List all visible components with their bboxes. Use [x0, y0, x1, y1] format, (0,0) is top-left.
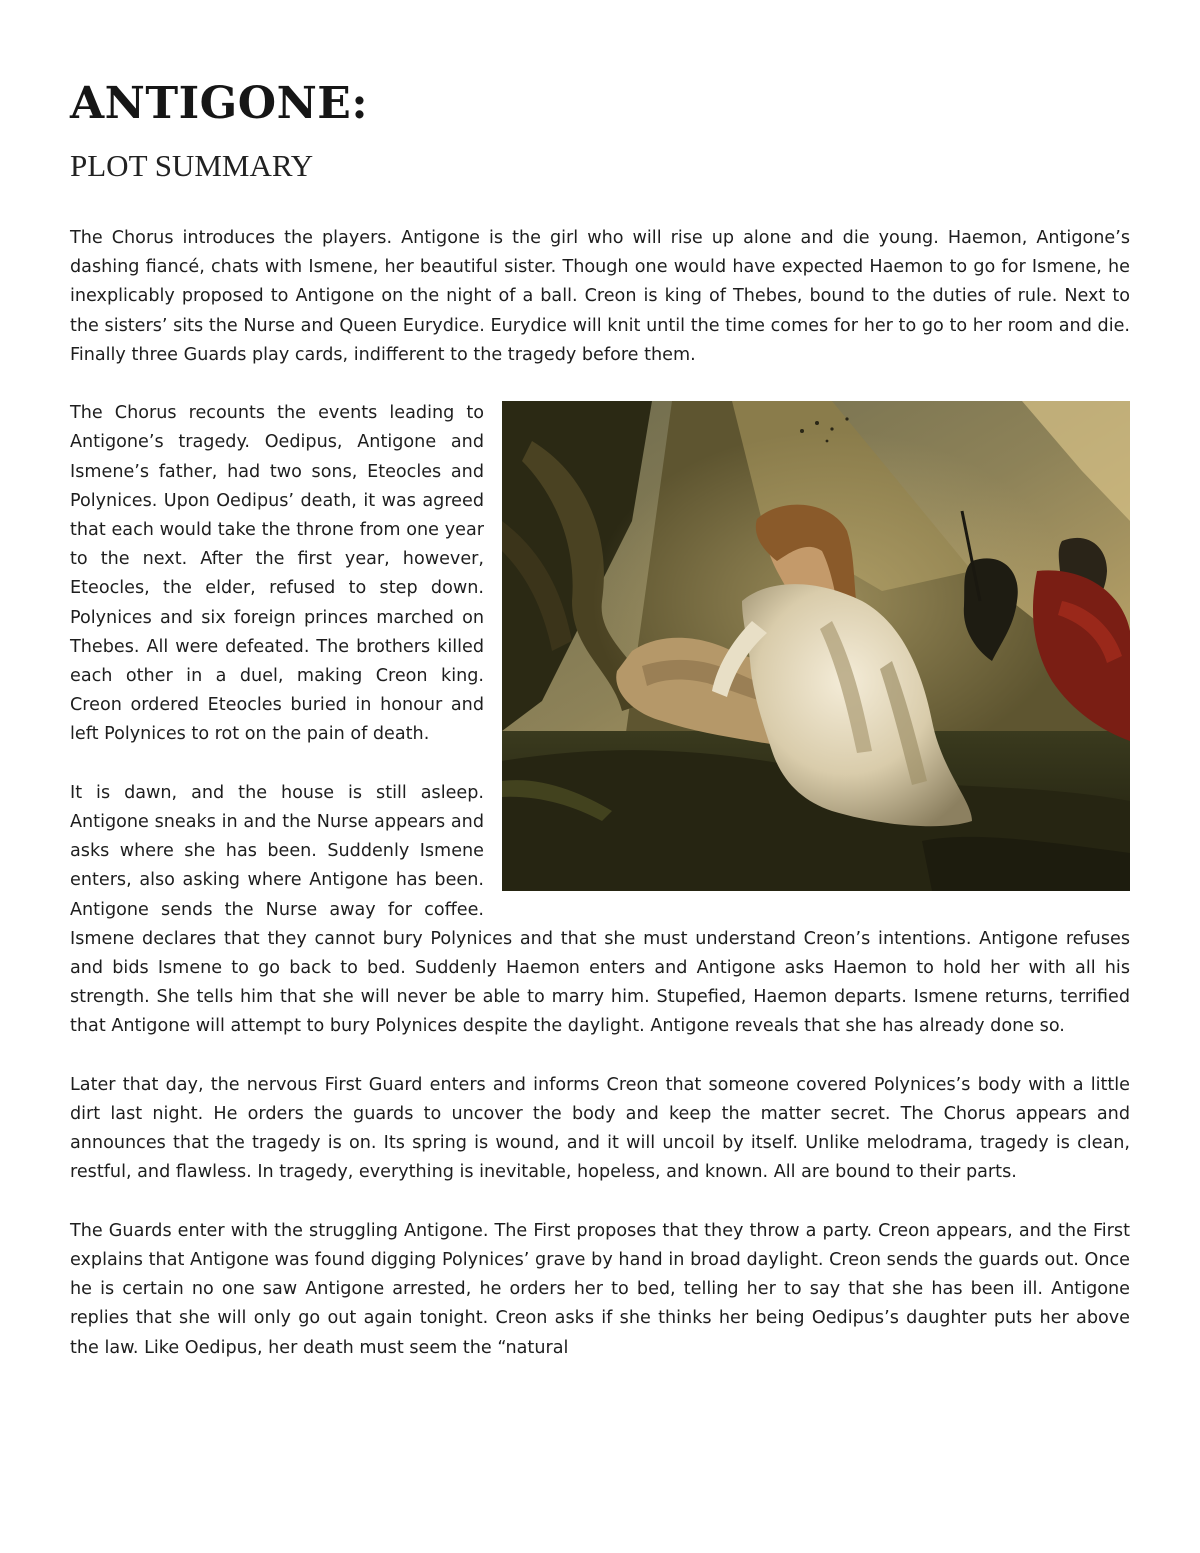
document-subtitle: PLOT SUMMARY [70, 148, 314, 183]
paragraph-intro: The Chorus introduces the players. Antigone is the girl who will rise up alone and die young. Haemon, Antigone’s dashing fiancé, chats with Ismene, her beautiful sister. Though one would have expected Haemon to go for Ismene, he inexplicably proposed to Antigone on the night of a ball. Creon is king of Thebes, bound to the duties of rule. Next to the sisters’ sits the Nurse and Queen Eurydice. Eurydice will knit until the time comes for her to go to her room and die. Finally three Guards play cards, indifferent to the tragedy before them. [70, 228, 1130, 365]
paragraph-guards-enter: The Guards enter with the struggling Antigone. The First proposes that they throw a party. Creon appears, and the First explains that Antigone was found digging Polynices’ grave by hand in broad daylight. Creon sends the guards out. Once he is certain no one saw Antigone arrested, he orders her to bed, telling her to say that she has been ill. Antigone replies that she will only go out again tonight. Creon asks if she thinks her being Oedipus’s daughter puts her above the law. Like Oedipus, her death must seem the “natural [70, 1220, 1130, 1358]
paragraph-dawn: It is dawn, and the house is still asleep. Antigone sneaks in and the Nurse appears and asks where she has been. Suddenly Ismene enters, also asking where Antigone has been. Antigone sends the Nurse away for coffee. Ismene declares that they cannot bury Polynices and that she must understand Creon’s intentions. Antigone refuses and bids Ismene to go back to bed. Suddenly Haemon enters and Antigone asks Haemon to hold her with all his strength. She tells him that she will never be able to marry him. Stupefied, Haemon departs. Ismene returns, terrified that Antigone will attempt to bury Polynices despite the daylight. Antigone reveals that she has already done so. [70, 782, 1130, 1037]
antigone-painting-image [502, 401, 1130, 891]
document-body [70, 224, 1130, 1392]
paragraph-backstory: The Chorus recounts the events leading to Antigone’s tragedy. Oedipus, Antigone and Ismene’s father, had two sons, Eteocles and Polynices. Upon Oedipus’ death, it was agreed that each would take the throne from one year to the next. After the first year, however, Eteocles, the elder, refused to step down. Polynices and six foreign princes marched on Thebes. All were defeated. The brothers killed each other in a duel, making Creon king. Creon ordered Eteocles buried in honour and left Polynices to rot on the pain of death. [70, 403, 484, 745]
document-title: ANTIGONE: [70, 78, 369, 129]
paragraph-first-guard: Later that day, the nervous First Guard enters and informs Creon that someone covered Polynices’s body with a little dirt last night. He orders the guards to uncover the body and keep the matter secret. The Chorus appears and announces that the tragedy is on. Its spring is wound, and it will uncoil by itself. Unlike melodrama, tragedy is clean, restful, and flawless. In tragedy, everything is inevitable, hopeless, and known. All are bound to their parts. [70, 1074, 1130, 1183]
